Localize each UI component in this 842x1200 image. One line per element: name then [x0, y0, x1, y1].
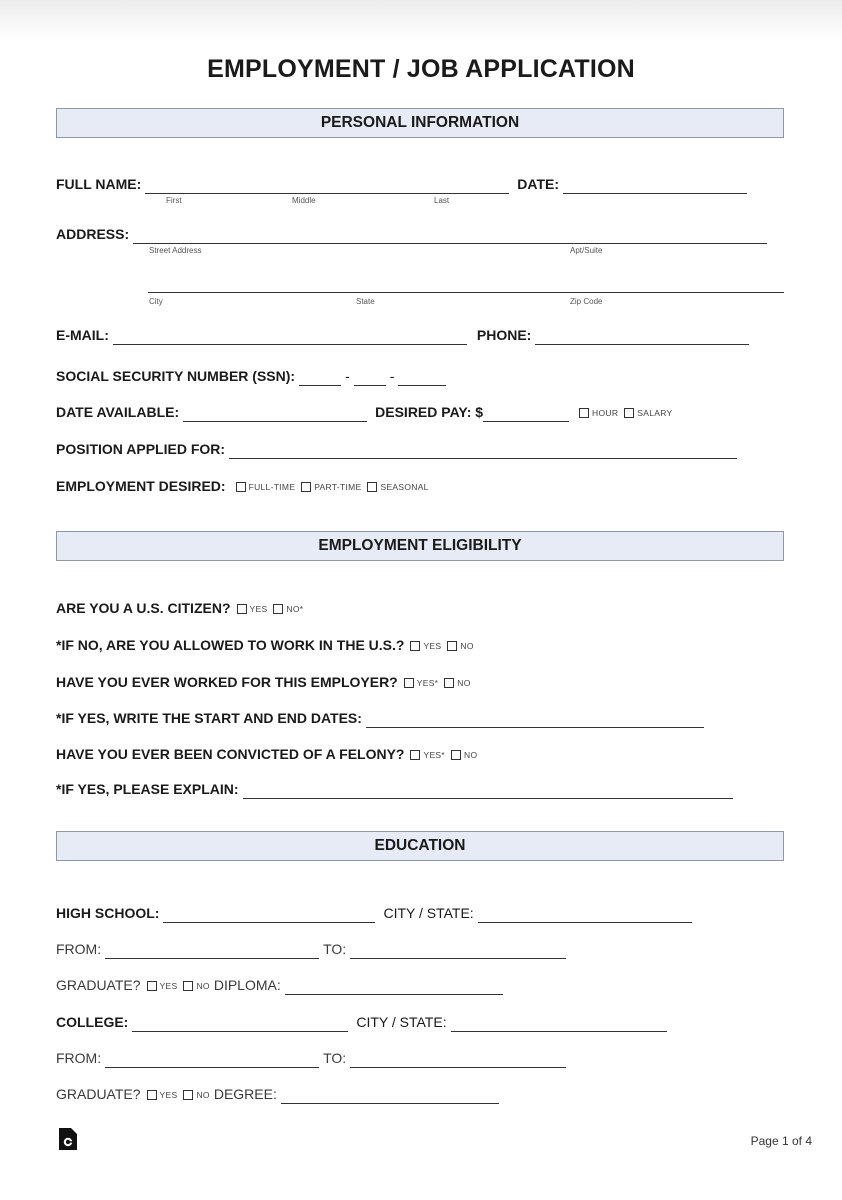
citizen-row	[56, 596, 303, 618]
work-dates-row	[56, 706, 708, 728]
diploma-label: DIPLOMA:	[213, 977, 281, 993]
date-label: DATE:	[517, 176, 560, 192]
date-available-label: DATE AVAILABLE:	[56, 404, 180, 420]
citizen-yes-label: YES	[249, 604, 268, 614]
ssn-field-2[interactable]	[354, 369, 386, 386]
full-name-row	[56, 172, 751, 194]
high-school-graduate-yes-checkbox[interactable]	[147, 981, 157, 991]
ssn-field-3[interactable]	[398, 369, 446, 386]
ssn-dash-1: -	[345, 368, 350, 384]
college-graduate-row	[56, 1082, 503, 1104]
page-number: Page 1 of 4	[750, 1134, 812, 1148]
ssn-row	[56, 364, 450, 386]
full-name-field[interactable]	[145, 177, 509, 194]
felony-explain-field[interactable]	[243, 782, 733, 799]
top-shadow	[0, 0, 842, 40]
allowed-yes-checkbox[interactable]	[410, 641, 420, 651]
high-school-dates-row	[56, 937, 570, 959]
high-school-row	[56, 901, 696, 923]
high-school-to-label: TO:	[323, 941, 347, 957]
salary-option-label: SALARY	[637, 408, 673, 418]
allowed-to-work-question: *IF NO, ARE YOU ALLOWED TO WORK IN THE U.S.?	[56, 637, 405, 653]
worked-before-row	[56, 670, 471, 692]
email-phone-row	[56, 323, 753, 345]
document-logo-icon	[58, 1127, 78, 1151]
high-school-graduate-yes-label: YES	[159, 981, 178, 991]
college-to-field[interactable]	[350, 1051, 566, 1068]
high-school-graduate-row	[56, 973, 507, 995]
email-label: E-MAIL:	[56, 327, 109, 343]
ssn-label: SOCIAL SECURITY NUMBER (SSN):	[56, 368, 296, 384]
work-dates-field[interactable]	[366, 711, 704, 728]
college-city-state-label: CITY / STATE:	[356, 1014, 447, 1030]
page-title: EMPLOYMENT / JOB APPLICATION	[207, 55, 635, 83]
desired-pay-field[interactable]	[483, 405, 569, 422]
high-school-city-state-label: CITY / STATE:	[383, 905, 474, 921]
hour-option-label: HOUR	[592, 408, 619, 418]
full-time-option-label: FULL-TIME	[248, 482, 296, 492]
college-graduate-no-label: NO	[196, 1090, 210, 1100]
high-school-from-label: FROM:	[56, 941, 102, 957]
allowed-yes-label: YES	[423, 641, 442, 651]
felony-no-label: NO	[464, 750, 478, 760]
date-field[interactable]	[563, 177, 747, 194]
address-row	[56, 222, 771, 244]
apt-suite-hint: Apt/Suite	[570, 246, 603, 255]
college-row	[56, 1010, 671, 1032]
street-address-hint: Street Address	[149, 246, 202, 255]
college-from-field[interactable]	[105, 1051, 319, 1068]
citizen-no-label: NO*	[286, 604, 304, 614]
position-label: POSITION APPLIED FOR:	[56, 441, 226, 457]
citizen-no-checkbox[interactable]	[273, 604, 283, 614]
allowed-to-work-row	[56, 633, 474, 655]
email-field[interactable]	[113, 328, 467, 345]
citizen-yes-checkbox[interactable]	[237, 604, 247, 614]
degree-label: DEGREE:	[213, 1086, 277, 1102]
college-from-label: FROM:	[56, 1050, 102, 1066]
seasonal-option-label: SEASONAL	[380, 482, 429, 492]
city-hint: City	[149, 297, 163, 306]
part-time-option-label: PART-TIME	[314, 482, 362, 492]
availability-pay-row	[56, 400, 672, 422]
felony-yes-label: YES*	[423, 750, 446, 760]
felony-question: HAVE YOU EVER BEEN CONVICTED OF A FELONY?	[56, 746, 405, 762]
phone-field[interactable]	[535, 328, 749, 345]
college-city-state-field[interactable]	[451, 1015, 667, 1032]
college-graduate-yes-label: YES	[159, 1090, 178, 1100]
allowed-no-label: NO	[460, 641, 474, 651]
college-field[interactable]	[132, 1015, 348, 1032]
first-name-hint: First	[166, 196, 182, 205]
high-school-from-field[interactable]	[105, 942, 319, 959]
full-name-label: FULL NAME:	[56, 176, 142, 192]
college-to-label: TO:	[323, 1050, 347, 1066]
diploma-field[interactable]	[285, 978, 503, 995]
felony-yes-checkbox[interactable]	[410, 750, 420, 760]
high-school-field[interactable]	[163, 906, 375, 923]
felony-no-checkbox[interactable]	[451, 750, 461, 760]
city-state-zip-field[interactable]	[148, 292, 784, 293]
position-field[interactable]	[229, 442, 737, 459]
street-address-field[interactable]	[133, 227, 767, 244]
desired-pay-label: DESIRED PAY: $	[375, 404, 484, 420]
worked-before-question: HAVE YOU EVER WORKED FOR THIS EMPLOYER?	[56, 674, 398, 690]
part-time-checkbox[interactable]	[301, 482, 311, 492]
last-name-hint: Last	[434, 196, 450, 205]
worked-yes-checkbox[interactable]	[404, 678, 414, 688]
section-employment-eligibility: EMPLOYMENT ELIGIBILITY	[56, 531, 784, 561]
work-dates-question: *IF YES, WRITE THE START AND END DATES:	[56, 710, 362, 726]
college-graduate-yes-checkbox[interactable]	[147, 1090, 157, 1100]
college-graduate-label: GRADUATE?	[56, 1086, 141, 1102]
ssn-field-1[interactable]	[299, 369, 341, 386]
full-time-checkbox[interactable]	[236, 482, 246, 492]
high-school-label: HIGH SCHOOL:	[56, 905, 160, 921]
address-label: ADDRESS:	[56, 226, 130, 242]
high-school-city-state-field[interactable]	[478, 906, 692, 923]
high-school-graduate-no-label: NO	[196, 981, 210, 991]
seasonal-checkbox[interactable]	[367, 482, 377, 492]
felony-explain-row	[56, 777, 737, 799]
state-hint: State	[356, 297, 375, 306]
college-graduate-no-checkbox[interactable]	[183, 1090, 193, 1100]
ssn-dash-2: -	[389, 368, 395, 384]
phone-label: PHONE:	[476, 327, 532, 343]
college-label: COLLEGE:	[56, 1014, 129, 1030]
employment-desired-label: EMPLOYMENT DESIRED:	[56, 478, 226, 494]
worked-no-checkbox[interactable]	[444, 678, 454, 688]
college-dates-row	[56, 1046, 570, 1068]
hour-checkbox[interactable]	[579, 408, 589, 418]
section-education: EDUCATION	[56, 831, 784, 861]
felony-explain-label: *IF YES, PLEASE EXPLAIN:	[56, 781, 239, 797]
date-available-field[interactable]	[183, 405, 367, 422]
high-school-graduate-label: GRADUATE?	[56, 977, 141, 993]
middle-name-hint: Middle	[292, 196, 316, 205]
worked-no-label: NO	[457, 678, 471, 688]
allowed-no-checkbox[interactable]	[447, 641, 457, 651]
high-school-to-field[interactable]	[350, 942, 566, 959]
high-school-graduate-no-checkbox[interactable]	[183, 981, 193, 991]
citizen-question: ARE YOU A U.S. CITIZEN?	[56, 600, 231, 616]
degree-field[interactable]	[281, 1087, 499, 1104]
position-row	[56, 437, 741, 459]
salary-checkbox[interactable]	[624, 408, 634, 418]
felony-row	[56, 742, 477, 764]
employment-desired-row	[56, 474, 429, 496]
section-personal-information: PERSONAL INFORMATION	[56, 108, 784, 138]
worked-yes-label: YES*	[416, 678, 439, 688]
zip-code-hint: Zip Code	[570, 297, 603, 306]
